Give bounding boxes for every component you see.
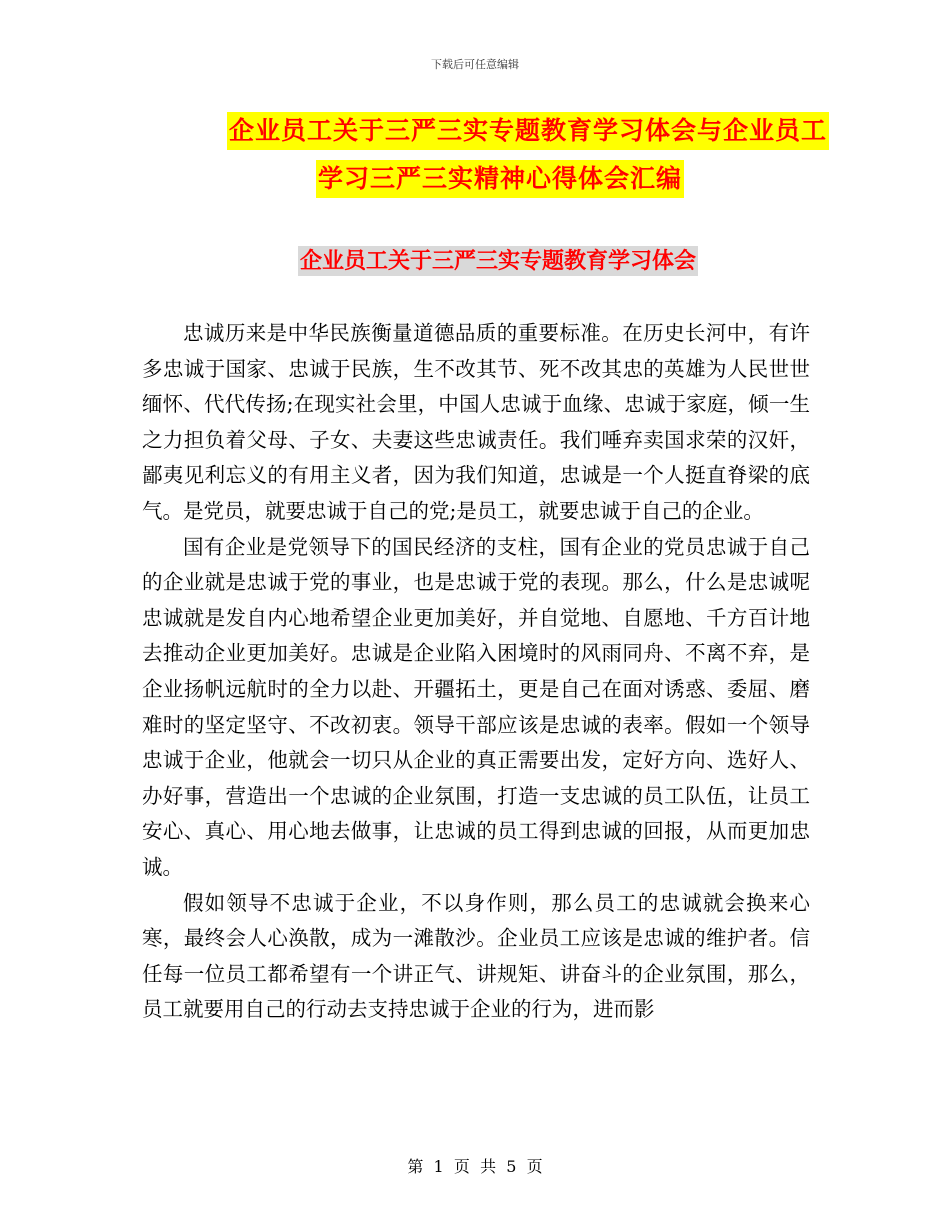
page-number: 第 1 页 共 5 页 [407,1157,543,1176]
header-note: 下载后可任意编辑 [431,58,519,71]
title-line-1: 企业员工关于三严三实专题教育学习体会与企业员工 [227,112,829,150]
section-heading-text: 企业员工关于三严三实专题教育学习体会 [299,248,696,274]
paragraph: 忠诚历来是中华民族衡量道德品质的重要标准。在历史长河中，有许多忠诚于国家、忠诚于民族，生不改其节、死不改其忠的英雄为人民世世缅怀、代代传扬;在现实社会里，中国人忠诚于血缘、忠诚于家庭，倾一生之力担负着父母、子女、夫妻这些忠诚责任。我们唾弃卖国求荣的汉奸，鄙夷见利忘义的有用主义者，因为我们知道，忠诚是一个人挺直脊梁的底气。是党员，就要忠诚于自己的党;是员工，就要忠诚于自己的企业。 [142,321,810,523]
title-line-2: 学习三严三实精神心得体会汇编 [316,160,684,198]
section-heading [0,246,950,276]
page-footer [0,1154,950,1177]
body-text [142,316,810,1028]
paragraph: 国有企业是党领导下的国民经济的支柱，国有企业的党员忠诚于自己的企业就是忠诚于党的事业，也是忠诚于党的表现。那么，什么是忠诚呢忠诚就是发自内心地希望企业更加美好，并自觉地、自愿地、千方百计地去推动企业更加美好。忠诚是企业陷入困境时的风雨同舟、不离不弃，是企业扬帆远航时的全力以赴、开疆拓土，更是自己在面对诱惑、委屈、磨难时的坚定坚守、不改初衷。领导干部应该是忠诚的表率。假如一个领导忠诚于企业，他就会一切只从企业的真正需要出发，定好方向、选好人、办好事，营造出一个忠诚的企业氛围，打造一支忠诚的员工队伍，让员工安心、真心、用心地去做事，让忠诚的员工得到忠诚的回报，从而更加忠诚。 [142,534,810,879]
document-title [140,112,860,198]
paragraph: 假如领导不忠诚于企业，不以身作则，那么员工的忠诚就会换来心寒，最终会人心涣散，成为一滩散沙。企业员工应该是忠诚的维护者。信任每一位员工都希望有一个讲正气、讲规矩、讲奋斗的企业氛围，那么，员工就要用自己的行动去支持忠诚于企业的行为，进而影 [142,890,810,1022]
